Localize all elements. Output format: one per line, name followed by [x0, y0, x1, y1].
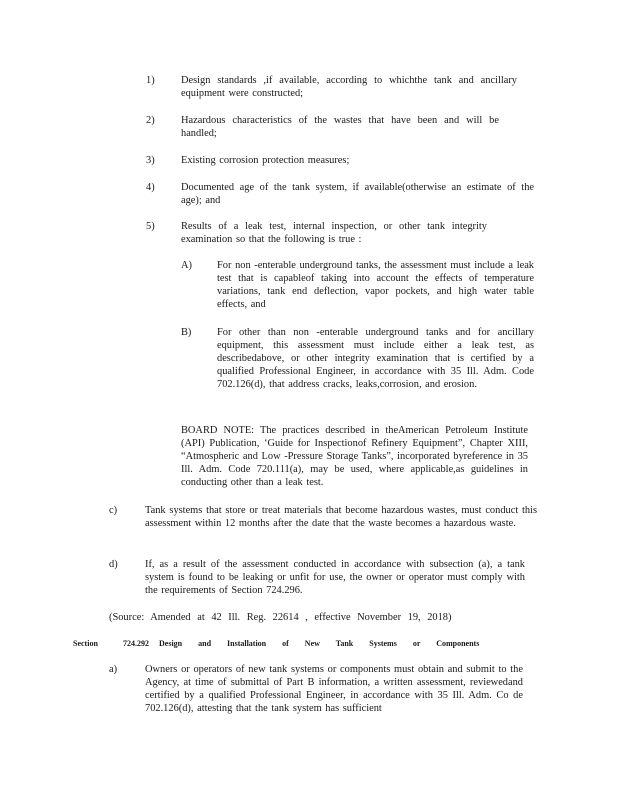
board-note: BOARD NOTE: The practices described in theAmerican Petroleum Institute (API) Publication, ‘Guide for Inspectionof Refinery Equipment”, Chapter XIII, “Atmospheric and Low -Pressure Storage Tanks”, incorporated byreference in 35 Ill. Adm. Code 720.111(a), may be used, where applicable,as guidelines in conducting other than a leak test. — [181, 425, 528, 488]
item-5-text: Results of a leak test, internal inspection, or other tank integrity examination so that the following is true : — [181, 221, 487, 245]
item-c-text: Tank systems that store or treat materials that become hazardous wastes, must conduct this assessment within 12 months after the date that the waste becomes a hazardous waste. — [145, 505, 537, 529]
section-number: 724.292 — [123, 639, 149, 648]
subitem-a-number: A) — [181, 260, 192, 271]
item-d-number: d) — [109, 559, 118, 570]
item-2-text: Hazardous characteristics of the wastes that have been and will be handled; — [181, 115, 499, 139]
item-c-number: c) — [109, 505, 118, 516]
item-4-text: Documented age of the tank system, if available(otherwise an estimate of the age); and — [181, 182, 534, 206]
item-1-number: 1) — [146, 75, 155, 86]
subitem-a-text: For non -enterable underground tanks, the assessment must include a leak test that is capableof taking into account the effects of temperature variations, tank end deflection, vapor pockets, and high water table effects, and — [217, 260, 534, 310]
item-1-text: Design standards ,if available, according to whichthe tank and ancillary equipment were constructed; — [181, 75, 517, 99]
section-label: Section — [73, 639, 98, 648]
item-3-text: Existing corrosion protection measures; — [181, 155, 350, 166]
item-3-number: 3) — [146, 155, 155, 166]
item-4-number: 4) — [146, 182, 155, 193]
item-2-number: 2) — [146, 115, 155, 126]
subitem-b-number: B) — [181, 327, 192, 338]
item-5-number: 5) — [146, 221, 155, 232]
item-a-number: a) — [109, 664, 118, 675]
item-d-text: If, as a result of the assessment conducted in accordance with subsection (a), a tank system is found to be leaking or unfit for use, the owner or operator must comply with the requirements of Section 724.296. — [145, 559, 525, 596]
subitem-b-text: For other than non -enterable underground tanks and for ancillary equipment, this assessment must include either a leak test, as describedabove, or other integrity examination that is certified by a qualified Professional Engineer, in accordance with 35 Ill. Adm. Code 702.126(d), that address cracks, leaks,corrosion, and erosion. — [217, 327, 534, 390]
section-title: Design and Installation of New Tank Systems or Components — [159, 639, 480, 648]
section-heading — [73, 638, 480, 649]
item-a-text: Owners or operators of new tank systems or components must obtain and submit to the Agency, at time of submittal of Part B information, a written assessment, reviewedand certified by a qualified Professional Engineer, in accordance with 35 Ill. Adm. Co de 702.126(d), attesting that the tank system has sufficient — [145, 664, 523, 714]
source-note: (Source: Amended at 42 Ill. Reg. 22614 , effective November 19, 2018) — [109, 612, 452, 623]
